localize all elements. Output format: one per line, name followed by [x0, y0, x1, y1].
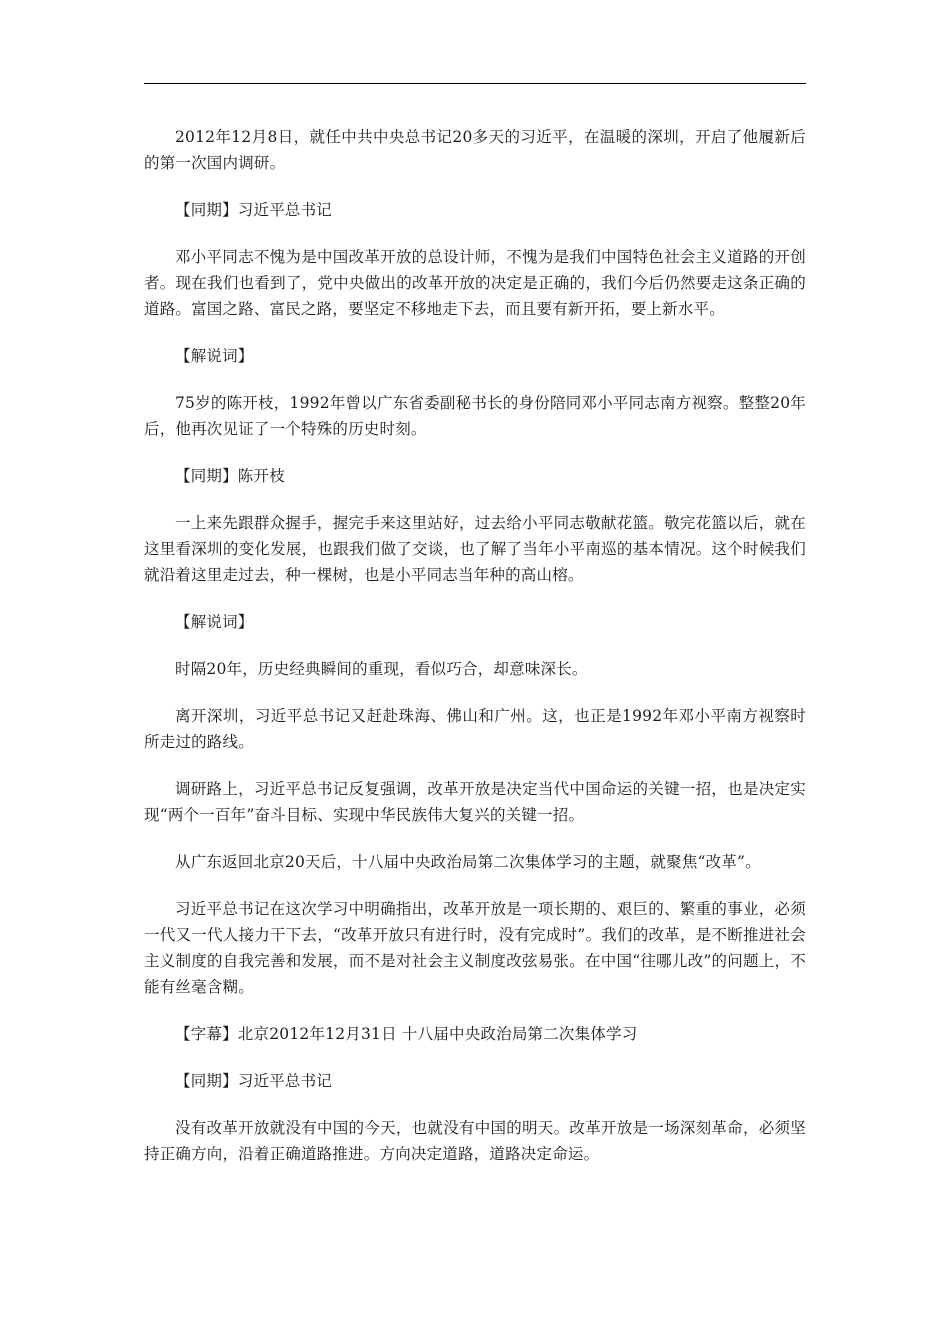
paragraph-quote: 一上来先跟群众握手，握完手来这里站好，过去给小平同志敬献花篮。敬完花篮以后，就在这里看深圳的变化发展，也跟我们做了交谈，也了解了当年小平南巡的基本情况。这个时候我们就沿着这里走过去，种一棵树，也是小平同志当年种的高山榕。 [144, 514, 806, 584]
paragraph-narration: 从广东返回北京20天后，十八届中央政治局第二次集体学习的主题，就聚焦“改革”。 [175, 853, 761, 871]
paragraph-label-narration: 【解说词】 [175, 613, 254, 631]
paragraph-narration: 75岁的陈开枝，1992年曾以广东省委副秘书长的身份陪同邓小平同志南方视察。整整20年后，他再次见证了一个特殊的历史时刻。 [144, 394, 806, 438]
paragraph-narration: 调研路上，习近平总书记反复强调，改革开放是决定当代中国命运的关键一招，也是决定实现“两个一百年”奋斗目标、实现中华民族伟大复兴的关键一招。 [144, 780, 806, 824]
paragraph-narration: 习近平总书记在这次学习中明确指出，改革开放是一项长期的、艰巨的、繁重的事业，必须一代又一代人接力干下去，“改革开放只有进行时，没有完成时”。我们的改革，是不断推进社会主义制度的自我完善和发展，而不是对社会主义制度改弦易张。在中国“往哪儿改”的问题上，不能有丝毫含糊。 [144, 900, 806, 996]
paragraph-label-soundbite: 【同期】习近平总书记 [175, 1072, 333, 1090]
paragraph-quote: 没有改革开放就没有中国的今天，也就没有中国的明天。改革开放是一场深刻革命，必须坚持正确方向，沿着正确道路推进。方向决定道路，道路决定命运。 [144, 1119, 806, 1163]
paragraph-intro: 2012年12月8日，就任中共中央总书记20多天的习近平，在温暖的深圳，开启了他履新后的第一次国内调研。 [144, 128, 806, 172]
paragraph-label-caption: 【字幕】北京2012年12月31日 十八届中央政治局第二次集体学习 [175, 1025, 638, 1043]
document-body [144, 124, 806, 1188]
paragraph-quote: 邓小平同志不愧为是中国改革开放的总设计师，不愧为是我们中国特色社会主义道路的开创者。现在我们也看到了，党中央做出的改革开放的决定是正确的，我们今后仍然要走这条正确的道路。富国之路、富民之路，要坚定不移地走下去，而且要有新开拓，要上新水平。 [144, 248, 806, 318]
paragraph-label-soundbite: 【同期】陈开枝 [175, 467, 285, 485]
paragraph-label-soundbite: 【同期】习近平总书记 [175, 201, 333, 219]
paragraph-narration: 时隔20年，历史经典瞬间的重现，看似巧合，却意味深长。 [175, 660, 588, 678]
header-divider [144, 83, 806, 84]
paragraph-label-narration: 【解说词】 [175, 347, 254, 365]
paragraph-narration: 离开深圳，习近平总书记又赶赴珠海、佛山和广州。这，也正是1992年邓小平南方视察时所走过的路线。 [144, 707, 806, 751]
